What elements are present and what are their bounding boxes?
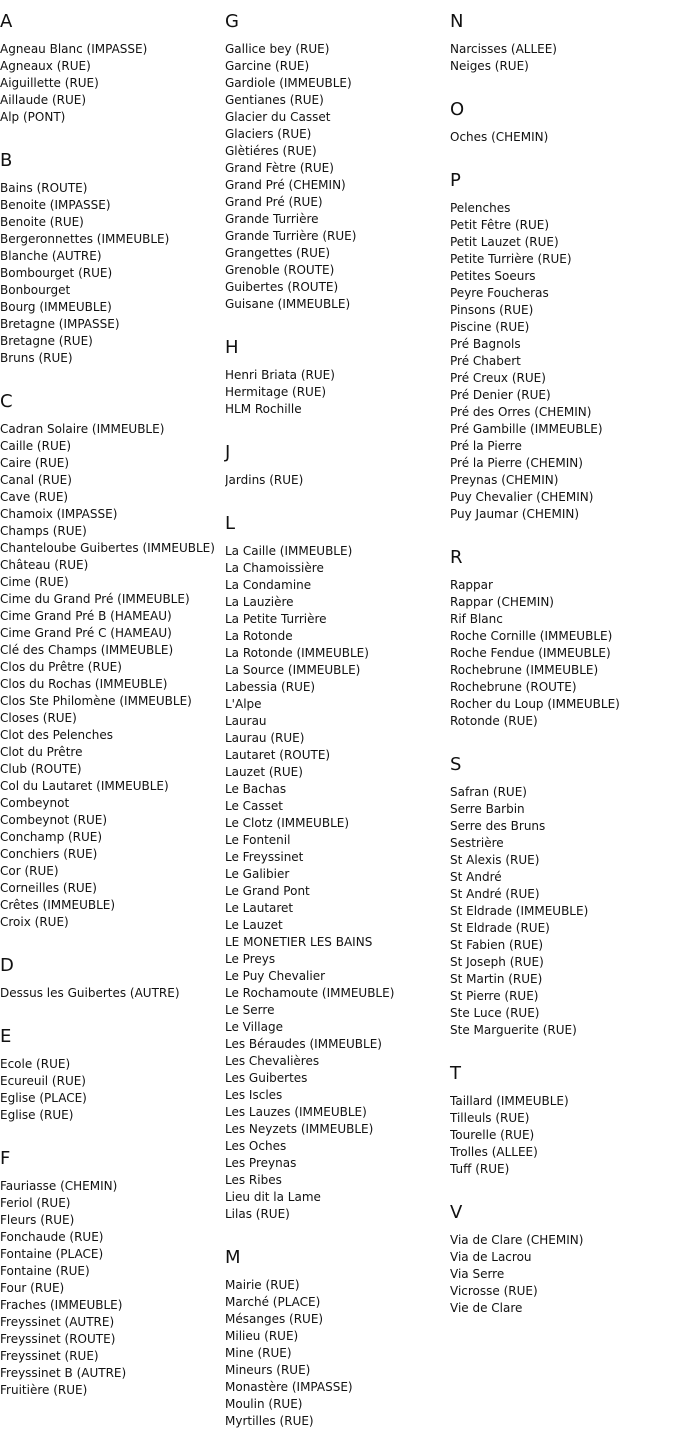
street-list-item: Serre Barbin <box>450 802 525 816</box>
street-list-item: Dessus les Guibertes (AUTRE) <box>0 986 180 1000</box>
street-list-item: Taillard (IMMEUBLE) <box>450 1094 569 1108</box>
street-list-item: Gentianes (RUE) <box>225 93 324 107</box>
street-list-item: Le Fontenil <box>225 833 291 847</box>
street-list-item: Rocher du Loup (IMMEUBLE) <box>450 697 620 711</box>
street-list-item: Aillaude (RUE) <box>0 93 87 107</box>
street-list-item: Clot du Prêtre <box>0 745 83 759</box>
street-list-item: Cime Grand Pré B (HAMEAU) <box>0 609 172 623</box>
street-list-item: St Alexis (RUE) <box>450 853 540 867</box>
street-list-item: Le Galibier <box>225 867 290 881</box>
section-letter-heading: V <box>450 1202 463 1223</box>
street-list-item: Fontaine (RUE) <box>0 1264 90 1278</box>
street-list <box>0 985 224 1002</box>
street-list-item: Rochebrune (IMMEUBLE) <box>450 663 599 677</box>
street-list-item: Mine (RUE) <box>225 1346 292 1360</box>
street-list-item: Piscine (RUE) <box>450 320 530 334</box>
street-list-item: La Chamoissière <box>225 561 324 575</box>
street-list-item: Pelenches <box>450 201 511 215</box>
street-list-item: Le Serre <box>225 1003 275 1017</box>
letter-section <box>225 326 449 418</box>
street-list-item: Bretagne (IMPASSE) <box>0 317 120 331</box>
letter-section <box>450 1191 674 1317</box>
street-list-item: Oches (CHEMIN) <box>450 130 549 144</box>
street-list-item: Marché (PLACE) <box>225 1295 321 1309</box>
street-list-item: Croix (RUE) <box>0 915 69 929</box>
street-list-item: Le Grand Pont <box>225 884 310 898</box>
street-list-item: Les Neyzets (IMMEUBLE) <box>225 1122 374 1136</box>
street-list-item: Petites Soeurs <box>450 269 536 283</box>
street-list-item: Sestrière <box>450 836 504 850</box>
street-list-item: Combeynot <box>0 796 70 810</box>
street-list <box>0 1178 224 1399</box>
street-list-item: Petite Turrière (RUE) <box>450 252 572 266</box>
street-list-item: Benoite (IMPASSE) <box>0 198 111 212</box>
letter-section <box>450 1052 674 1178</box>
street-list-item: St André (RUE) <box>450 887 540 901</box>
street-list-item: HLM Rochille <box>225 402 302 416</box>
street-list <box>0 180 224 367</box>
street-list-item: Pré Creux (RUE) <box>450 371 546 385</box>
street-list-item: Pré Bagnols <box>450 337 521 351</box>
letter-section <box>0 944 224 1002</box>
section-letter-heading: J <box>225 442 231 463</box>
index-column-1 <box>0 0 224 1412</box>
street-list-item: Les Oches <box>225 1139 287 1153</box>
street-list-item: LE MONETIER LES BAINS <box>225 935 373 949</box>
street-list-item: Le Freyssinet <box>225 850 304 864</box>
section-letter-heading: T <box>450 1063 461 1084</box>
street-list-item: Champs (RUE) <box>0 524 87 538</box>
street-list-item: Cave (RUE) <box>0 490 69 504</box>
street-list-item: Via de Lacrou <box>450 1250 532 1264</box>
street-list-item: Pré la Pierre (CHEMIN) <box>450 456 583 470</box>
section-letter-heading: P <box>450 170 461 191</box>
section-letter-heading: O <box>450 99 465 120</box>
street-list <box>225 472 449 489</box>
letter-section <box>450 159 674 523</box>
street-list-item: Pré Chabert <box>450 354 521 368</box>
section-letter-heading: C <box>0 391 13 412</box>
street-list-item: L'Alpe <box>225 697 262 711</box>
street-list-item: La Rotonde <box>225 629 293 643</box>
street-list-item: Eglise (PLACE) <box>0 1091 87 1105</box>
street-list-item: Eglise (RUE) <box>0 1108 74 1122</box>
street-list-item: Grand Pré (RUE) <box>225 195 323 209</box>
street-list-item: Conchiers (RUE) <box>0 847 98 861</box>
letter-section <box>225 431 449 489</box>
index-column-3 <box>450 0 674 1330</box>
street-list-item: Clot des Pelenches <box>0 728 113 742</box>
street-list-item: Caire (RUE) <box>0 456 69 470</box>
street-list <box>225 367 449 418</box>
street-list-item: Le Puy Chevalier <box>225 969 326 983</box>
street-list-item: Gallice bey (RUE) <box>225 42 330 56</box>
street-list-item: St Eldrade (RUE) <box>450 921 550 935</box>
street-list-item: Fleurs (RUE) <box>0 1213 75 1227</box>
street-list-item: Mairie (RUE) <box>225 1278 300 1292</box>
street-list-item: La Condamine <box>225 578 312 592</box>
street-list-item: Les Lauzes (IMMEUBLE) <box>225 1105 367 1119</box>
street-list-item: Freyssinet B (AUTRE) <box>0 1366 127 1380</box>
street-list-item: Puy Jaumar (CHEMIN) <box>450 507 580 521</box>
street-list-item: Via Serre <box>450 1267 505 1281</box>
street-list <box>225 1277 449 1430</box>
street-list-item: La Caille (IMMEUBLE) <box>225 544 353 558</box>
street-list-item: Agneaux (RUE) <box>0 59 91 73</box>
street-list-item: Peyre Foucheras <box>450 286 549 300</box>
street-list-item: Le Bachas <box>225 782 287 796</box>
street-list-item: Grande Turrière (RUE) <box>225 229 357 243</box>
street-list-item: Ecureuil (RUE) <box>0 1074 86 1088</box>
section-letter-heading: L <box>225 513 236 534</box>
letter-section <box>0 1137 224 1399</box>
street-list <box>0 421 224 931</box>
street-list-item: Serre des Bruns <box>450 819 546 833</box>
street-list-item: St Joseph (RUE) <box>450 955 544 969</box>
street-list-item: Fraches (IMMEUBLE) <box>0 1298 123 1312</box>
section-letter-heading: N <box>450 11 464 32</box>
street-list-item: Preynas (CHEMIN) <box>450 473 559 487</box>
street-list-item: Combeynot (RUE) <box>0 813 108 827</box>
street-list-item: Fauriasse (CHEMIN) <box>0 1179 118 1193</box>
street-list-item: Gardiole (IMMEUBLE) <box>225 76 352 90</box>
street-list-item: Glaciers (RUE) <box>225 127 312 141</box>
street-list-item: St André <box>450 870 502 884</box>
street-list-item: Ste Luce (RUE) <box>450 1006 540 1020</box>
street-list-item: Rotonde (RUE) <box>450 714 538 728</box>
street-list-item: Le Lautaret <box>225 901 294 915</box>
street-list-item: La Petite Turrière <box>225 612 327 626</box>
street-list-item: Feriol (RUE) <box>0 1196 71 1210</box>
street-list-item: Hermitage (RUE) <box>225 385 327 399</box>
letter-section <box>225 1236 449 1430</box>
street-list <box>450 784 674 1039</box>
street-list-item: Labessia (RUE) <box>225 680 316 694</box>
street-list-item: Four (RUE) <box>0 1281 65 1295</box>
street-list-item: Roche Cornille (IMMEUBLE) <box>450 629 613 643</box>
street-list <box>225 41 449 313</box>
street-list-item: Conchamp (RUE) <box>0 830 103 844</box>
street-list <box>450 1232 674 1317</box>
street-list-item: Alp (PONT) <box>0 110 66 124</box>
street-list-item: Col du Lautaret (IMMEUBLE) <box>0 779 169 793</box>
street-list-item: Rif Blanc <box>450 612 503 626</box>
street-list-item: Bergeronnettes (IMMEUBLE) <box>0 232 170 246</box>
street-list-item: Grenoble (ROUTE) <box>225 263 335 277</box>
street-list-item: Laurau (RUE) <box>225 731 305 745</box>
street-list-item: Narcisses (ALLEE) <box>450 42 557 56</box>
street-list-item: Château (RUE) <box>0 558 89 572</box>
street-list-item: Rappar (CHEMIN) <box>450 595 554 609</box>
street-list-item: Bruns (RUE) <box>0 351 73 365</box>
section-letter-heading: D <box>0 955 14 976</box>
street-list-item: Lieu dit la Lame <box>225 1190 321 1204</box>
street-list-item: Jardins (RUE) <box>225 473 304 487</box>
street-list <box>225 543 449 1223</box>
street-list-item: Pré Gambille (IMMEUBLE) <box>450 422 603 436</box>
section-letter-heading: B <box>0 150 13 171</box>
street-list-item: Crêtes (IMMEUBLE) <box>0 898 116 912</box>
street-list-item: Pré Denier (RUE) <box>450 388 551 402</box>
street-list-item: Ste Marguerite (RUE) <box>450 1023 577 1037</box>
street-list-item: Clé des Champs (IMMEUBLE) <box>0 643 174 657</box>
letter-section <box>0 380 224 931</box>
section-letter-heading: M <box>225 1247 241 1268</box>
street-list-item: Le Village <box>225 1020 283 1034</box>
section-letter-heading: H <box>225 337 239 358</box>
letter-section <box>0 139 224 367</box>
street-list-item: Monastère (IMPASSE) <box>225 1380 353 1394</box>
street-list-item: Bretagne (RUE) <box>0 334 93 348</box>
street-list-item: St Martin (RUE) <box>450 972 543 986</box>
street-list-item: Benoite (RUE) <box>0 215 84 229</box>
street-list-item: Laurau <box>225 714 267 728</box>
street-list-item: Glacier du Casset <box>225 110 331 124</box>
street-list-item: Bains (ROUTE) <box>0 181 88 195</box>
street-list-item: Trolles (ALLEE) <box>450 1145 538 1159</box>
street-list-item: Moulin (RUE) <box>225 1397 303 1411</box>
street-list-item: Blanche (AUTRE) <box>0 249 102 263</box>
letter-section <box>450 536 674 730</box>
letter-section <box>450 88 674 146</box>
street-list-item: Myrtilles (RUE) <box>225 1414 314 1428</box>
street-list-item: Freyssinet (RUE) <box>0 1349 99 1363</box>
street-list-item: St Pierre (RUE) <box>450 989 539 1003</box>
street-list-item: Milieu (RUE) <box>225 1329 299 1343</box>
street-list-item: Grand Fètre (RUE) <box>225 161 334 175</box>
street-list-item: Bourg (IMMEUBLE) <box>0 300 112 314</box>
street-list-item: Bombourget (RUE) <box>0 266 113 280</box>
street-list-item: Rochebrune (ROUTE) <box>450 680 577 694</box>
street-list-item: Via de Clare (CHEMIN) <box>450 1233 584 1247</box>
street-list-item: Guisane (IMMEUBLE) <box>225 297 351 311</box>
street-list-item: Puy Chevalier (CHEMIN) <box>450 490 594 504</box>
street-list-item: Le Clotz (IMMEUBLE) <box>225 816 350 830</box>
street-list-item: Les Preynas <box>225 1156 297 1170</box>
street-list-item: Cadran Solaire (IMMEUBLE) <box>0 422 165 436</box>
street-list-item: Grangettes (RUE) <box>225 246 331 260</box>
street-list-item: Pré la Pierre <box>450 439 522 453</box>
letter-section <box>225 502 449 1223</box>
street-list-item: Les Iscles <box>225 1088 283 1102</box>
street-list-item: Tuff (RUE) <box>450 1162 510 1176</box>
street-list-item: Garcine (RUE) <box>225 59 310 73</box>
street-list-item: Cor (RUE) <box>0 864 59 878</box>
street-list-item: Petit Fêtre (RUE) <box>450 218 550 232</box>
street-list-item: Aiguillette (RUE) <box>0 76 99 90</box>
street-list-item: Lilas (RUE) <box>225 1207 290 1221</box>
street-list-item: Caille (RUE) <box>0 439 71 453</box>
letter-section <box>450 0 674 75</box>
street-list-item: Tilleuls (RUE) <box>450 1111 530 1125</box>
street-list-item: Club (ROUTE) <box>0 762 82 776</box>
index-column-2 <box>225 0 449 1443</box>
section-letter-heading: G <box>225 11 239 32</box>
street-list-item: La Lauzière <box>225 595 294 609</box>
section-letter-heading: F <box>0 1148 11 1169</box>
street-list-item: Fontaine (PLACE) <box>0 1247 104 1261</box>
street-list-item: St Fabien (RUE) <box>450 938 544 952</box>
street-list-item: Ecole (RUE) <box>0 1057 71 1071</box>
street-list-item: Freyssinet (ROUTE) <box>0 1332 116 1346</box>
street-list-item: Pré des Orres (CHEMIN) <box>450 405 592 419</box>
street-list-item: Canal (RUE) <box>0 473 72 487</box>
street-list-item: Glètiéres (RUE) <box>225 144 317 158</box>
street-list-item: Vicrosse (RUE) <box>450 1284 538 1298</box>
street-list-item: Tourelle (RUE) <box>450 1128 535 1142</box>
street-list <box>0 1056 224 1124</box>
street-list-item: Lauzet (RUE) <box>225 765 303 779</box>
street-list-item: Neiges (RUE) <box>450 59 529 73</box>
street-list <box>450 41 674 75</box>
street-list-item: Corneilles (RUE) <box>0 881 97 895</box>
street-list-item: Henri Briata (RUE) <box>225 368 335 382</box>
street-list-item: Les Ribes <box>225 1173 282 1187</box>
street-list-item: Petit Lauzet (RUE) <box>450 235 559 249</box>
street-list-item: Closes (RUE) <box>0 711 77 725</box>
street-list-item: Clos du Prêtre (RUE) <box>0 660 122 674</box>
street-list <box>450 1093 674 1178</box>
street-list-item: Les Chevalières <box>225 1054 320 1068</box>
street-list-item: La Rotonde (IMMEUBLE) <box>225 646 369 660</box>
letter-section <box>0 0 224 126</box>
letter-section <box>450 743 674 1039</box>
street-list-item: Chanteloube Guibertes (IMMEUBLE) <box>0 541 215 555</box>
street-list-item: Le Rochamoute (IMMEUBLE) <box>225 986 395 1000</box>
street-list <box>0 41 224 126</box>
section-letter-heading: S <box>450 754 462 775</box>
street-list-item: Grande Turrière <box>225 212 319 226</box>
street-list <box>450 200 674 523</box>
street-list-item: La Source (IMMEUBLE) <box>225 663 361 677</box>
street-list-item: Le Preys <box>225 952 276 966</box>
street-list-item: St Eldrade (IMMEUBLE) <box>450 904 589 918</box>
letter-section <box>225 0 449 313</box>
street-list-item: Lautaret (ROUTE) <box>225 748 331 762</box>
street-list-item: Bonbourget <box>0 283 71 297</box>
street-list-item: Le Lauzet <box>225 918 283 932</box>
street-list-item: Clos du Rochas (IMMEUBLE) <box>0 677 168 691</box>
street-list-item: Fonchaude (RUE) <box>0 1230 104 1244</box>
street-list <box>450 577 674 730</box>
street-list-item: Pinsons (RUE) <box>450 303 534 317</box>
street-list-item: Rappar <box>450 578 493 592</box>
section-letter-heading: R <box>450 547 463 568</box>
street-list-item: Cime (RUE) <box>0 575 69 589</box>
street-list-item: Roche Fendue (IMMEUBLE) <box>450 646 611 660</box>
street-list <box>450 129 674 146</box>
section-letter-heading: A <box>0 11 13 32</box>
street-list-item: Clos Ste Philomène (IMMEUBLE) <box>0 694 192 708</box>
street-list-item: Freyssinet (AUTRE) <box>0 1315 115 1329</box>
street-list-item: Le Casset <box>225 799 283 813</box>
street-list-item: Mineurs (RUE) <box>225 1363 311 1377</box>
street-list-item: Agneau Blanc (IMPASSE) <box>0 42 148 56</box>
street-list-item: Mésanges (RUE) <box>225 1312 324 1326</box>
street-list-item: Guibertes (ROUTE) <box>225 280 339 294</box>
street-list-item: Les Béraudes (IMMEUBLE) <box>225 1037 382 1051</box>
street-list-item: Vie de Clare <box>450 1301 523 1315</box>
street-list-item: Cime du Grand Pré (IMMEUBLE) <box>0 592 190 606</box>
street-list-item: Safran (RUE) <box>450 785 527 799</box>
street-list-item: Fruitière (RUE) <box>0 1383 88 1397</box>
street-list-item: Chamoix (IMPASSE) <box>0 507 118 521</box>
street-list-item: Les Guibertes <box>225 1071 308 1085</box>
street-list-item: Grand Pré (CHEMIN) <box>225 178 346 192</box>
street-list-item: Cime Grand Pré C (HAMEAU) <box>0 626 172 640</box>
section-letter-heading: E <box>0 1026 12 1047</box>
letter-section <box>0 1015 224 1124</box>
